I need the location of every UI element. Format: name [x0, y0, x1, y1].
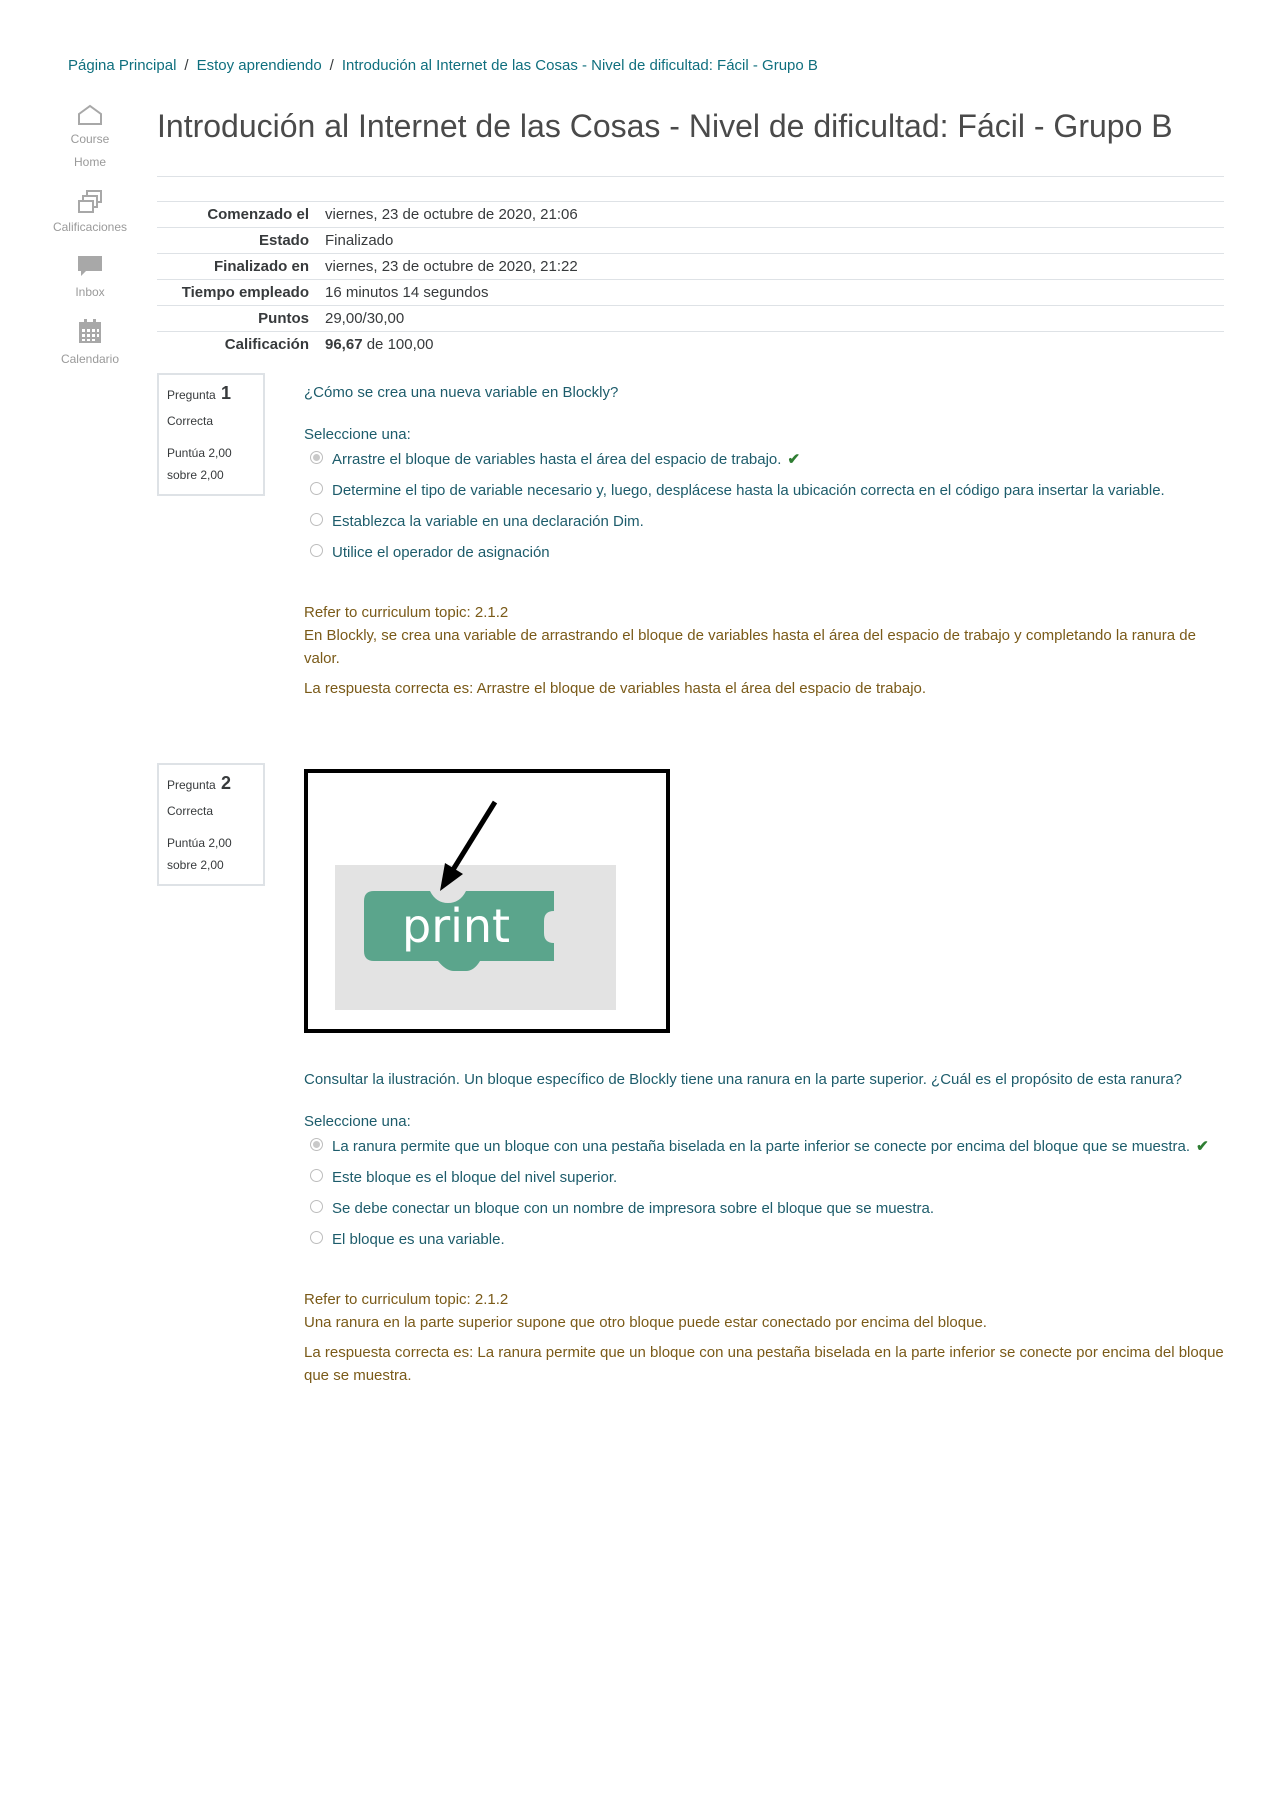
summary-row: [157, 280, 1224, 306]
answer-text: Establezca la variable en una declaración Dim.: [332, 513, 644, 530]
feedback-text: Una ranura en la parte superior supone que otro bloque puede estar conectado por encima del bloque.: [304, 1314, 987, 1331]
question-figure: [304, 769, 670, 1033]
summary-row: [157, 202, 1224, 228]
summary-value: Finalizado: [325, 232, 394, 249]
nav-course-home[interactable]: [40, 104, 140, 174]
chat-icon: [76, 253, 104, 279]
question-label: Pregunta: [167, 778, 216, 792]
nav-inbox-label: Inbox: [75, 285, 105, 299]
answer-prompt: Seleccione una:: [304, 426, 411, 443]
question-content-2: [304, 769, 1224, 1387]
question-label: Pregunta: [167, 388, 216, 402]
breadcrumb-home-link[interactable]: Página Principal: [68, 57, 177, 74]
breadcrumb-learning-link[interactable]: Estoy aprendiendo: [196, 57, 322, 74]
answer-option[interactable]: [304, 1135, 1224, 1158]
question-state: Correcta: [167, 414, 214, 428]
grade-value: 96,67: [325, 336, 363, 353]
answer-radio[interactable]: [310, 1231, 323, 1244]
nav-course-home-label: Course: [70, 132, 110, 146]
breadcrumb: [68, 57, 818, 74]
nav-calendar[interactable]: [40, 318, 140, 371]
answer-text: La ranura permite que un bloque con una pestaña biselada en la parte inferior se conecte por encima del bloque que se muestra.: [332, 1138, 1191, 1155]
breadcrumb-course-link[interactable]: Introdución al Internet de las Cosas - Nivel de dificultad: Fácil - Grupo B: [341, 57, 818, 74]
nav-inbox[interactable]: [40, 253, 140, 304]
answer-text: Utilice el operador de asignación: [332, 544, 550, 561]
summary-value: viernes, 23 de octubre de 2020, 21:06: [325, 206, 578, 223]
answer-list: [304, 448, 1224, 564]
block-label: print: [402, 899, 511, 953]
answer-radio[interactable]: [310, 482, 323, 495]
breadcrumb-separator: /: [329, 57, 334, 74]
question-grade-max: sobre 2,00: [167, 468, 224, 482]
question-grade-max: sobre 2,00: [167, 858, 224, 872]
answer-radio[interactable]: [310, 1200, 323, 1213]
summary-label: Puntos: [258, 310, 309, 327]
answer-option[interactable]: [304, 479, 1224, 502]
answer-text: El bloque es una variable.: [332, 1231, 505, 1248]
home-icon: [76, 104, 104, 126]
answer-radio[interactable]: [310, 451, 323, 464]
answer-option[interactable]: [304, 1197, 1224, 1220]
answer-text: Determine el tipo de variable necesario y, luego, desplácese hasta la ubicación correcta en el código para insertar la variable.: [332, 482, 1165, 499]
answer-radio[interactable]: [310, 1169, 323, 1182]
question-text: Consultar la ilustración. Un bloque específico de Blockly tiene una ranura en la parte superior. ¿Cuál es el propósito de esta ranura?: [304, 1071, 1183, 1088]
answer-radio[interactable]: [310, 1138, 323, 1151]
left-nav: [40, 100, 140, 385]
answer-option[interactable]: [304, 448, 1224, 471]
feedback-block: [304, 601, 1224, 700]
answer-option[interactable]: [304, 1166, 1224, 1189]
page-title: Introdución al Internet de las Cosas - Nivel de dificultad: Fácil - Grupo B: [157, 108, 1173, 144]
feedback-text: En Blockly, se crea una variable de arrastrando el bloque de variables hasta el área del espacio de trabajo y completando la ranura de valor.: [304, 627, 1196, 667]
summary-row: [157, 332, 1224, 358]
summary-label: Comenzado el: [207, 206, 309, 223]
nav-course-home-label-2: Home: [73, 155, 106, 169]
summary-row: [157, 254, 1224, 280]
answer-option[interactable]: [304, 541, 1224, 564]
summary-value: 29,00/30,00: [325, 310, 405, 327]
answer-prompt: Seleccione una:: [304, 1113, 411, 1130]
answer-list: [304, 1135, 1224, 1251]
question-state: Correcta: [167, 804, 214, 818]
print-block-figure: [308, 773, 674, 1037]
calendar-icon: [76, 318, 104, 346]
question-number: 2: [221, 773, 232, 793]
feedback-topic: Refer to curriculum topic: 2.1.2: [304, 1291, 509, 1308]
answer-radio[interactable]: [310, 544, 323, 557]
grade-max: de 100,00: [362, 336, 434, 353]
answer-text: Este bloque es el bloque del nivel superior.: [332, 1169, 618, 1186]
feedback-block: [304, 1288, 1224, 1387]
summary-row: [157, 306, 1224, 332]
check-icon: ✔: [787, 451, 801, 468]
nav-calendar-label: Calendario: [60, 352, 120, 366]
question-grade: Puntúa 2,00: [167, 446, 232, 460]
right-answer: La respuesta correcta es: La ranura permite que un bloque con una pestaña biselada en la parte inferior se conecte por encima del bloque que se muestra.: [304, 1344, 1224, 1384]
check-icon: ✔: [1196, 1138, 1209, 1155]
question-content-1: [304, 381, 1224, 700]
right-answer: La respuesta correcta es: Arrastre el bloque de variables hasta el área del espacio de trabajo.: [304, 680, 927, 697]
answer-text: Se debe conectar un bloque con un nombre de impresora sobre el bloque que se muestra.: [332, 1200, 935, 1217]
question-grade: Puntúa 2,00: [167, 836, 232, 850]
attempt-summary-table: [157, 201, 1224, 357]
question-number: 1: [221, 383, 232, 403]
summary-label: Tiempo empleado: [181, 284, 309, 301]
feedback-topic: Refer to curriculum topic: 2.1.2: [304, 604, 509, 621]
summary-value: [323, 332, 1224, 358]
summary-label: Finalizado en: [213, 258, 309, 275]
summary-label: Calificación: [224, 336, 309, 353]
nav-grades[interactable]: [40, 188, 140, 239]
summary-row: [157, 228, 1224, 254]
question-info-2: [157, 763, 265, 886]
answer-radio[interactable]: [310, 513, 323, 526]
summary-value: 16 minutos 14 segundos: [325, 284, 489, 301]
title-divider: [157, 176, 1224, 177]
answer-option[interactable]: [304, 510, 1224, 533]
answer-text: Arrastre el bloque de variables hasta el área del espacio de trabajo.: [332, 451, 782, 468]
breadcrumb-separator: /: [184, 57, 189, 74]
nav-grades-label: Calificaciones: [52, 220, 128, 234]
summary-label: Estado: [258, 232, 309, 249]
grades-icon: [76, 188, 104, 214]
question-text: ¿Cómo se crea una nueva variable en Blockly?: [304, 384, 619, 401]
question-info-1: [157, 373, 265, 496]
answer-option[interactable]: [304, 1228, 1224, 1251]
summary-value: viernes, 23 de octubre de 2020, 21:22: [325, 258, 578, 275]
